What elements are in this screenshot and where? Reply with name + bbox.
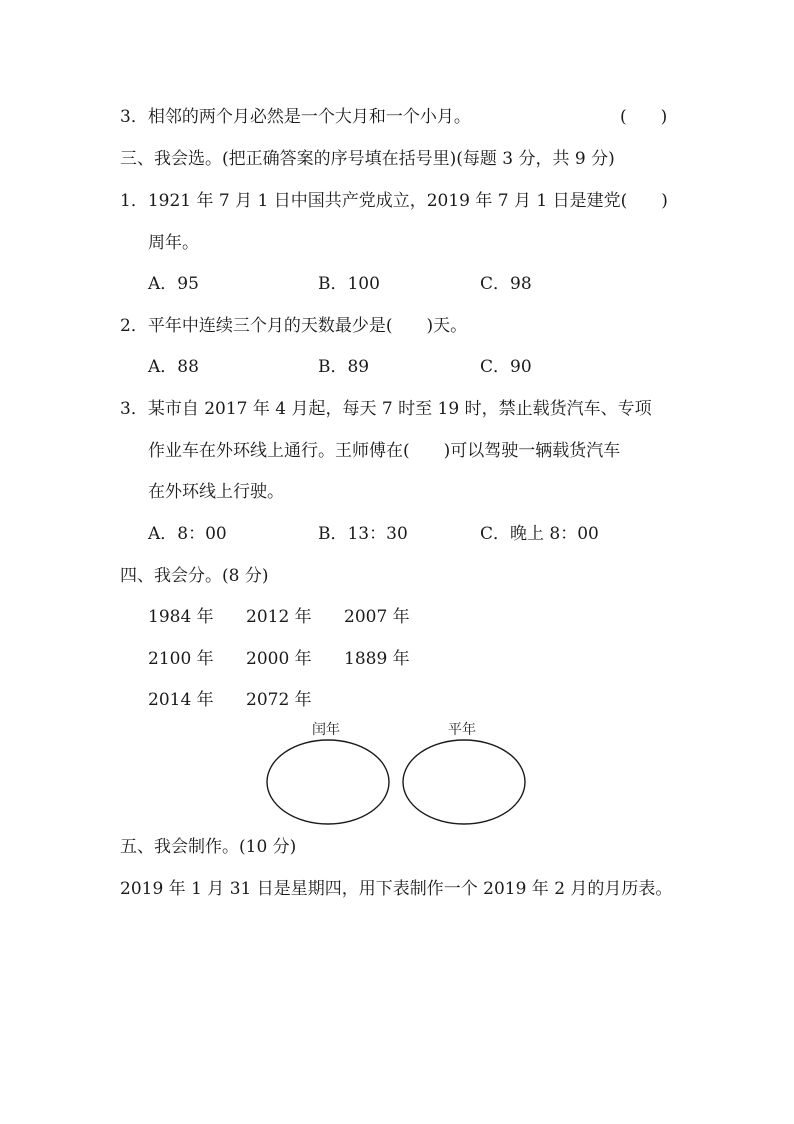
year-item[interactable]: 2014 年 [148, 690, 214, 710]
common-year-oval[interactable] [403, 740, 525, 824]
year-item[interactable]: 2072 年 [246, 690, 312, 710]
year-item[interactable]: 2007 年 [344, 607, 410, 627]
q2-option-a[interactable]: A．88 [148, 357, 199, 377]
year-item[interactable]: 2100 年 [148, 649, 214, 669]
leap-year-oval[interactable] [267, 740, 389, 824]
section-5-instruction: 2019 年 1 月 31 日是星期四，用下表制作一个 2019 年 2 月的月历表。 [120, 879, 673, 899]
leap-year-label: 闰年 [312, 722, 340, 738]
choice-question-3-line-3: 在外环线上行驶。 [148, 482, 284, 502]
answer-parentheses[interactable]: ( ) [620, 107, 668, 127]
true-false-question-3: 3．相邻的两个月必然是一个大月和一个小月。 [120, 107, 471, 127]
choice-question-1-line-2: 周年。 [148, 233, 199, 253]
section-5-heading: 五、我会制作。(10 分) [120, 837, 297, 857]
year-item[interactable]: 2000 年 [246, 649, 312, 669]
year-item[interactable]: 2012 年 [246, 607, 312, 627]
q1-option-c[interactable]: C．98 [480, 274, 532, 294]
q3-option-c[interactable]: C．晚上 8：00 [480, 524, 599, 544]
common-year-label: 平年 [448, 722, 476, 738]
choice-question-2-line-1: 2．平年中连续三个月的天数最少是( )天。 [120, 316, 468, 336]
year-item[interactable]: 1984 年 [148, 607, 214, 627]
section-3-heading: 三、我会选。(把正确答案的序号填在括号里)(每题 3 分，共 9 分) [120, 149, 615, 169]
q3-option-b[interactable]: B．13：30 [318, 524, 408, 544]
q3-option-a[interactable]: A．8：00 [148, 524, 227, 544]
q1-option-b[interactable]: B．100 [318, 274, 380, 294]
q2-option-c[interactable]: C．90 [480, 357, 532, 377]
choice-question-3-line-2: 作业车在外环线上通行。王师傅在( )可以驾驶一辆载货汽车 [148, 441, 621, 461]
choice-question-1-line-1: 1．1921 年 7 月 1 日中国共产党成立，2019 年 7 月 1 日是建党( ) [120, 191, 668, 211]
q2-option-b[interactable]: B．89 [318, 357, 370, 377]
choice-question-3-line-1: 3．某市自 2017 年 4 月起，每天 7 时至 19 时，禁止载货汽车、专项 [120, 399, 652, 419]
q1-option-a[interactable]: A．95 [148, 274, 199, 294]
year-item[interactable]: 1889 年 [344, 649, 410, 669]
section-4-heading: 四、我会分。(8 分) [120, 566, 269, 586]
